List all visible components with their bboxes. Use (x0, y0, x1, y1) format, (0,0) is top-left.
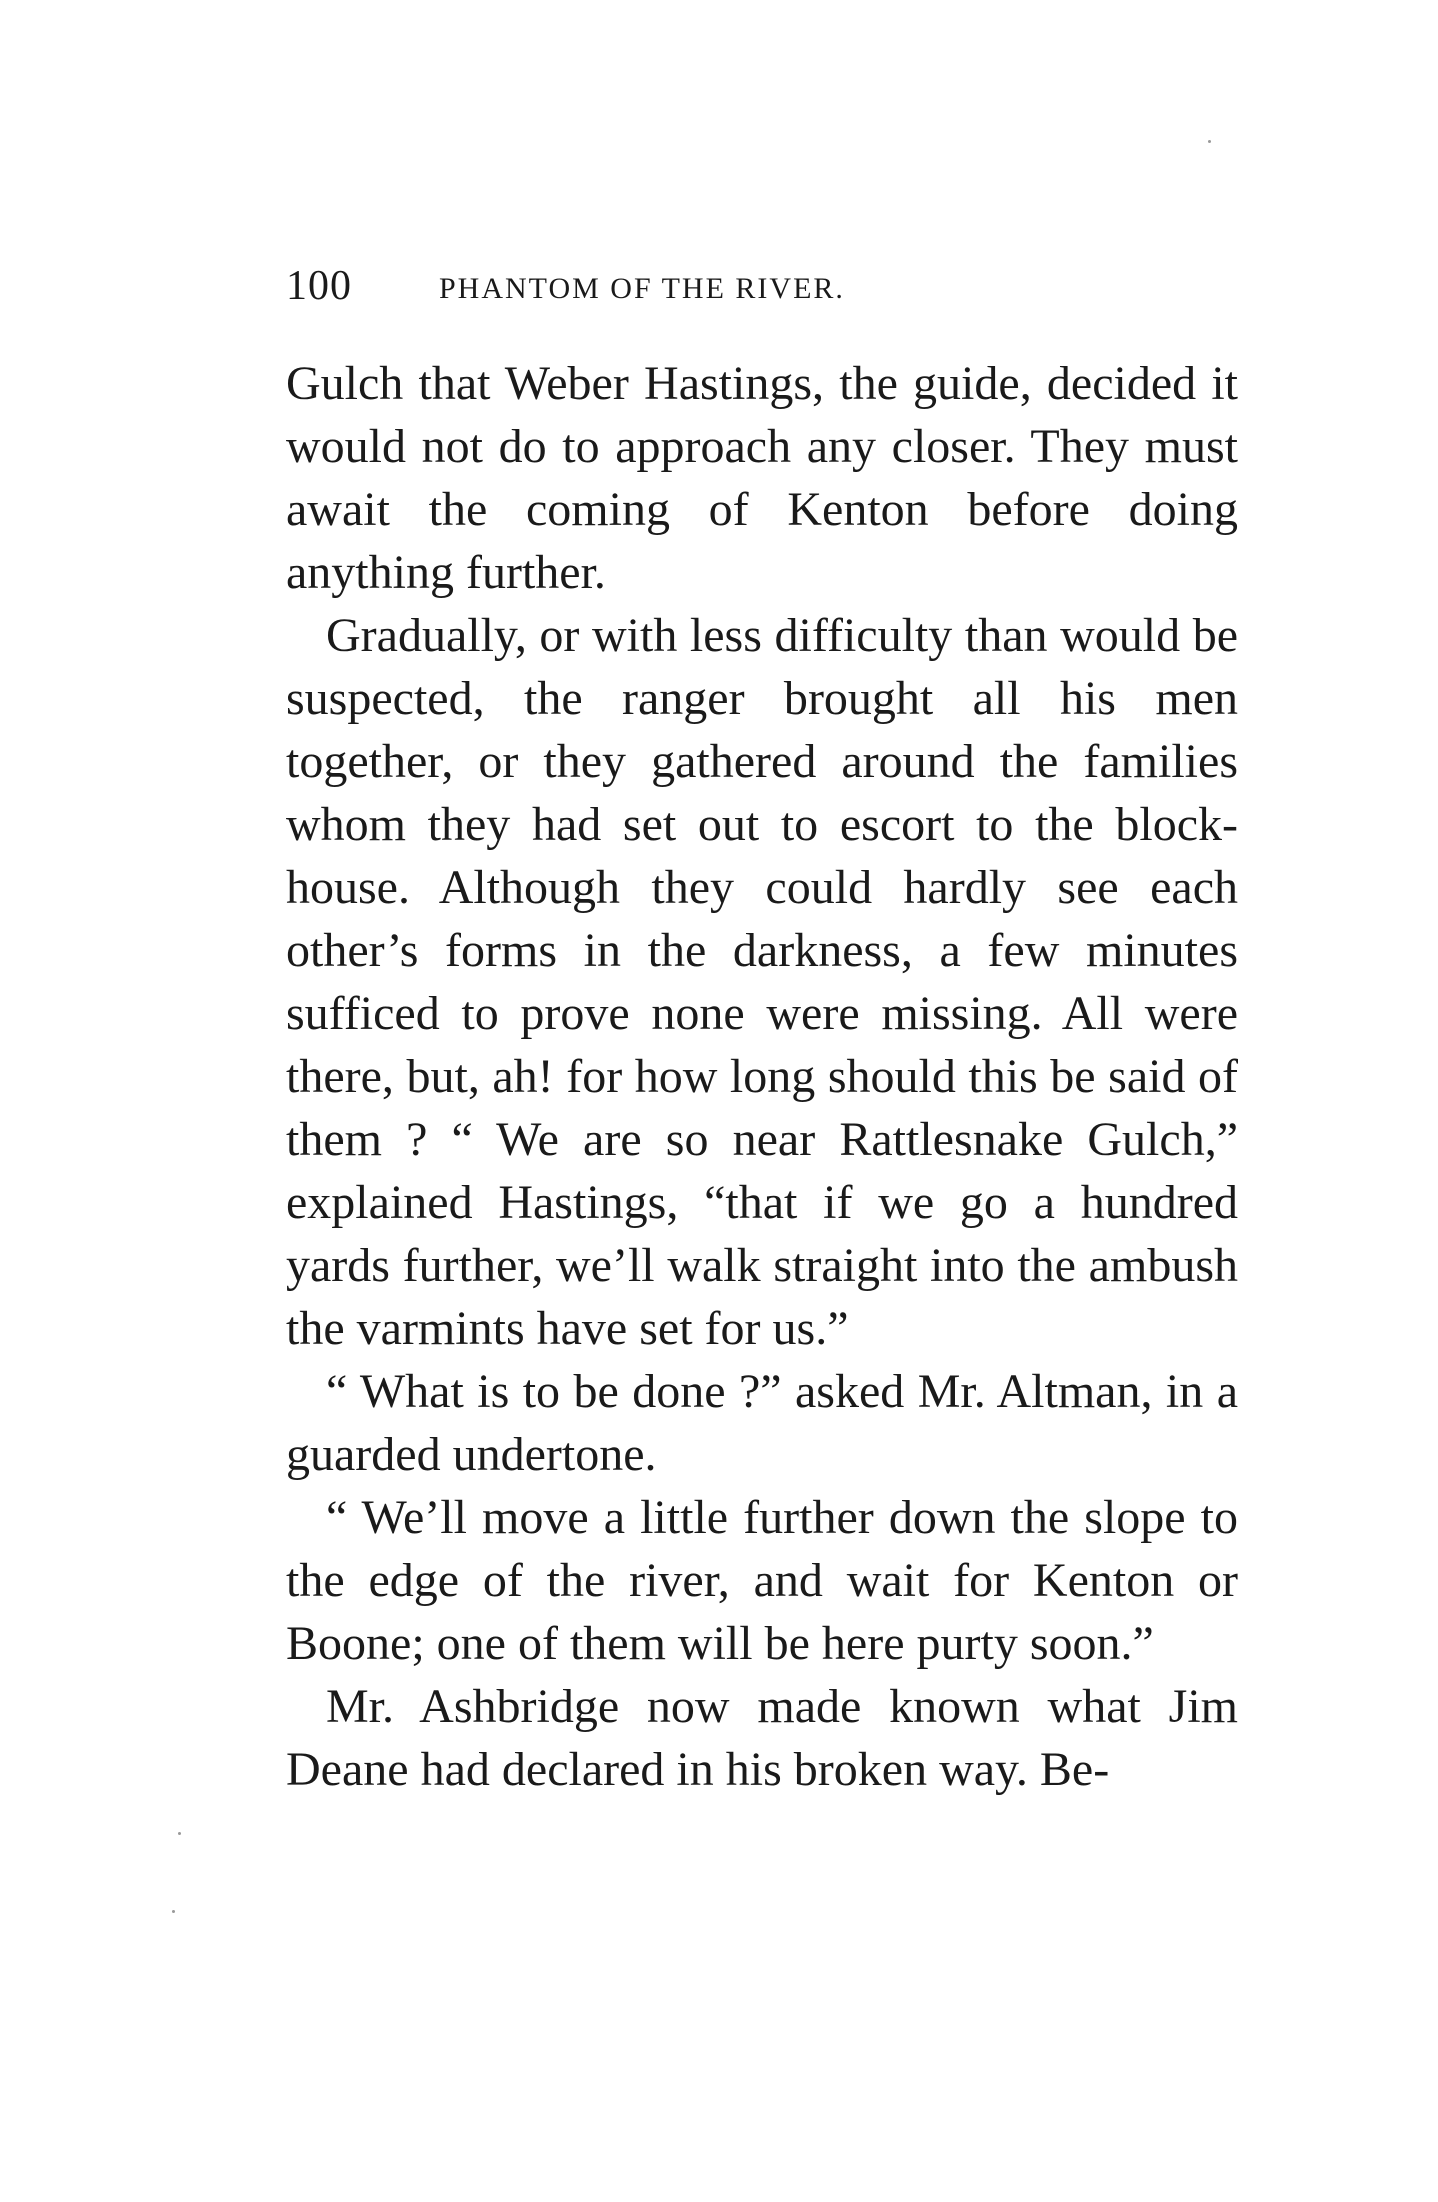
running-title: PHANTOM OF THE RIVER. (439, 272, 845, 305)
paragraph: Mr. Ashbridge now made known what Jim Deane had declared in his broken way. Be- (286, 1680, 1238, 1796)
paragraph: “ What is to be done ?” asked Mr. Altman, in a guarded undertone. (286, 1365, 1238, 1481)
paper-speck (1208, 140, 1211, 143)
running-head (286, 262, 1246, 312)
paragraph: “ We’ll move a little further down the slope to the edge of the river, and wait for Kenton or Boone; one of them will be here purty soon.” (286, 1491, 1238, 1670)
paragraph: Gradually, or with less difficulty than would be suspected, the ranger brought all his men together, or they gathered around the families whom they had set out to escort to the block-house. Although they could hardly see each other’s forms in the darkness, a few minutes sufficed to prove none were missing. All were there, but, ah! for how long should this be said of them ? “ We are so near Rattlesnake Gulch,” explained Hastings, “that if we go a hundred yards further, we’ll walk straight into the ambush the varmints have set for us.” (286, 609, 1238, 1355)
paper-speck (172, 1910, 175, 1913)
page-number: 100 (286, 263, 352, 309)
body-text (286, 352, 1238, 1801)
paragraph-continued: Gulch that Weber Hastings, the guide, decided it would not do to approach any closer. They must await the coming of Kenton before doing anything further. (286, 357, 1238, 599)
paper-speck (178, 1832, 181, 1835)
